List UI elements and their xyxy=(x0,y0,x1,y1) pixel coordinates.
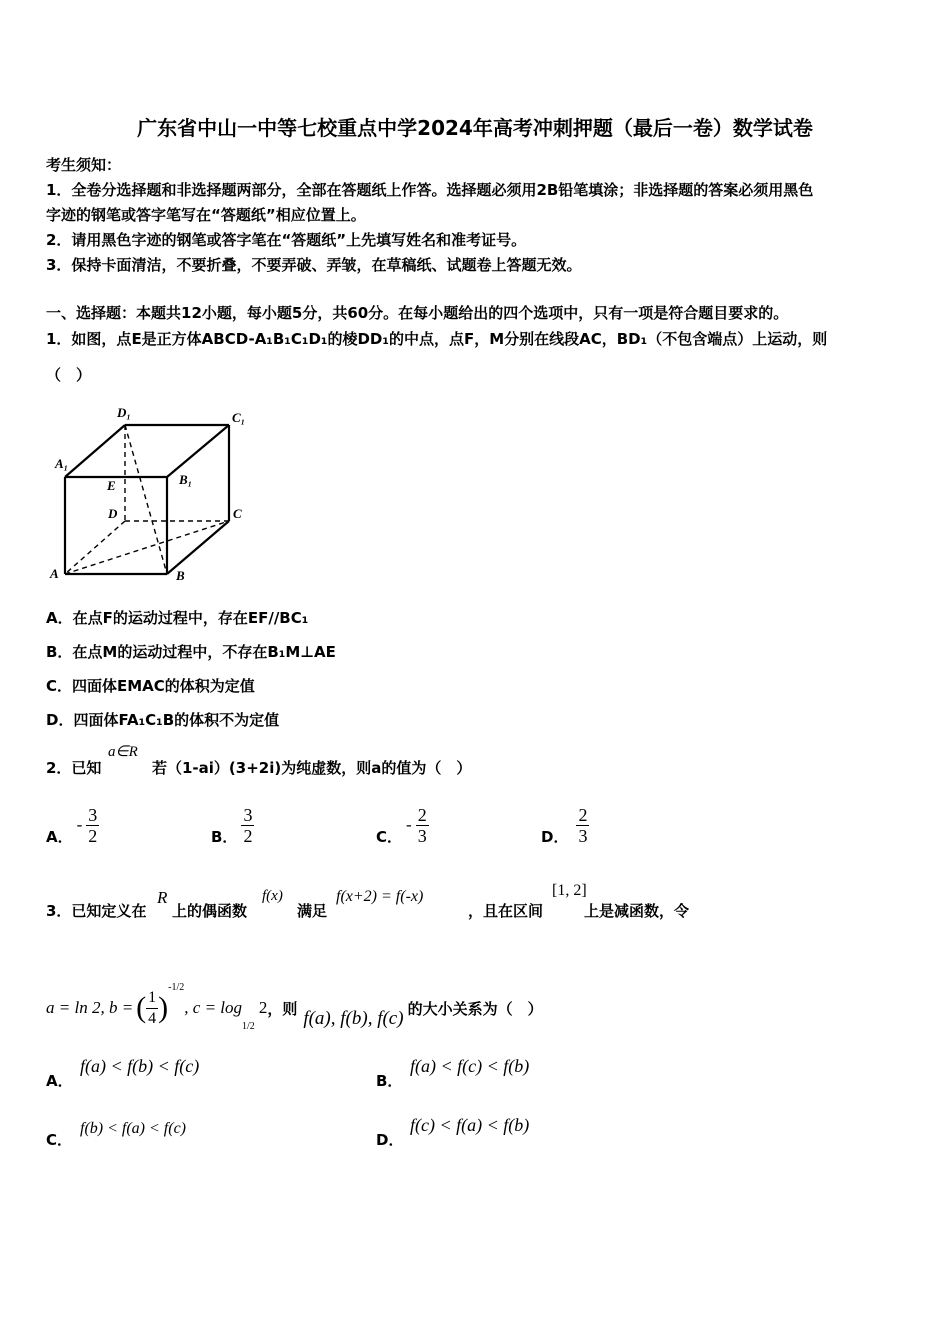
q3-pre: 3．已知定义在 xyxy=(46,902,147,920)
label-D: D xyxy=(108,506,118,521)
q2-a-label: A． xyxy=(46,827,73,846)
cube-figure xyxy=(40,400,260,590)
q2-c-label: C． xyxy=(376,827,403,846)
q2-c-fraction xyxy=(416,805,429,846)
q3-ze: ，则 xyxy=(267,999,298,1018)
q3-c-label: C． xyxy=(46,1131,73,1149)
label-E: E xyxy=(107,478,116,493)
q3-def-c-arg: 2 xyxy=(258,998,268,1017)
q2-c-num: 2 xyxy=(417,804,427,825)
notice-heading: 考生须知： xyxy=(46,156,122,174)
page-title: 广东省中山一中等七校重点中学2024年高考冲刺押题（最后一卷）数学试卷 xyxy=(137,116,813,140)
label-A1: A₁ xyxy=(55,456,69,471)
notice-line-1b: 字迹的钢笔或答字笔写在“答题纸”相应位置上。 xyxy=(46,206,366,224)
q3-d-label: D． xyxy=(376,1131,404,1149)
q3-def-exponent: -1/2 xyxy=(168,982,185,993)
label-A: A xyxy=(50,566,59,581)
notice-line-2: 2．请用黑色字迹的钢笔或答字笔在“答题纸”上先填写姓名和准考证号。 xyxy=(46,231,527,249)
q2-condition: a∈R xyxy=(108,744,138,760)
q1-option-b: B．在点M的运动过程中，不存在B₁M⊥AE xyxy=(46,643,336,661)
q3-interval: [1, 2] xyxy=(552,882,587,899)
label-C1: C₁ xyxy=(232,410,246,425)
q3-mid2: 满足 xyxy=(297,902,328,920)
q1-paren: （ ） xyxy=(46,366,92,384)
q3-b-expr: f(a) < f(c) < f(b) xyxy=(410,1056,530,1076)
q3-ask: 的大小关系为（ ） xyxy=(407,999,543,1018)
q2-stem: 若（1-ai）(3+2i)为纯虚数，则a的值为（ ） xyxy=(152,759,472,777)
q2-pre: 2．已知 xyxy=(46,759,102,777)
q2-option-b xyxy=(211,800,254,850)
q2-option-a xyxy=(46,800,99,850)
q2-b-fraction xyxy=(241,805,254,846)
q3-mid3: ，且在区间 xyxy=(468,902,544,920)
q1-option-a: A．在点F的运动过程中，存在EF//BC₁ xyxy=(46,609,309,627)
q3-a-label: A． xyxy=(46,1072,73,1090)
q1-option-c: C．四面体EMAC的体积为定值 xyxy=(46,677,255,695)
q2-d-den: 3 xyxy=(578,825,588,846)
q2-a-sign: - xyxy=(76,815,83,834)
q2-b-num: 3 xyxy=(243,804,253,825)
q3-def-c-base: 1/2 xyxy=(242,1021,255,1032)
q2-option-d xyxy=(541,800,589,850)
label-B1: B₁ xyxy=(179,472,193,487)
left-paren: ( xyxy=(136,991,147,1024)
label-B: B xyxy=(176,568,185,583)
q1-option-d: D．四面体FA₁C₁B的体积不为定值 xyxy=(46,711,280,729)
right-paren: ) xyxy=(158,991,169,1024)
q2-d-fraction xyxy=(576,805,589,846)
q2-c-den: 3 xyxy=(417,825,427,846)
q3-def-frac-num: 1 xyxy=(146,988,158,1009)
q3-b-label: B． xyxy=(376,1072,403,1090)
q1-stem: 1．如图，点E是正方体ABCD-A₁B₁C₁D₁的棱DD₁的中点，点F，M分别在线段AC，BD₁（不包含端点）上运动，则 xyxy=(46,330,828,348)
q3-fx: f(x) xyxy=(262,888,283,904)
q3-definitions xyxy=(46,978,543,1038)
section-heading: 一、选择题：本题共12小题，每小题5分，共60分。在每小题给出的四个选项中，只有一项是符合题目要求的。 xyxy=(46,304,789,322)
q3-fs: f(a), f(b), f(c) xyxy=(303,1008,404,1029)
label-C: C xyxy=(233,506,242,521)
notice-line-3: 3．保持卡面清洁，不要折叠，不要弄破、弄皱，在草稿纸、试题卷上答题无效。 xyxy=(46,256,582,274)
cube-dashed-edges xyxy=(65,425,229,574)
q3-def-c: , c = log xyxy=(184,998,243,1017)
q2-a-fraction xyxy=(86,805,99,846)
q2-b-den: 2 xyxy=(243,825,253,846)
q3-mid4: 上是减函数，令 xyxy=(584,902,690,920)
q3-def-frac-den: 4 xyxy=(148,1009,157,1027)
q3-mid1: 上的偶函数 xyxy=(172,902,248,920)
q3-c-expr: f(b) < f(a) < f(c) xyxy=(80,1120,186,1137)
notice-line-1: 1．全卷分选择题和非选择题两部分，全部在答题纸上作答。选择题必须用2B铅笔填涂；非选择题的答案必须用黑色 xyxy=(46,181,814,199)
q3-d-expr: f(c) < f(a) < f(b) xyxy=(410,1115,530,1135)
q3-def-fraction xyxy=(146,988,158,1029)
q2-option-c xyxy=(376,800,429,850)
q2-c-sign: - xyxy=(406,815,412,834)
q3-equation: f(x+2) = f(-x) xyxy=(336,888,424,905)
q3-def-a: a = ln 2, b = xyxy=(46,998,134,1017)
label-D1: D₁ xyxy=(117,405,131,420)
q2-a-den: 2 xyxy=(88,825,98,846)
q2-b-label: B． xyxy=(211,827,238,846)
q3-R: R xyxy=(157,888,168,907)
q2-d-num: 2 xyxy=(578,804,588,825)
q3-a-expr: f(a) < f(b) < f(c) xyxy=(80,1056,200,1076)
q2-a-num: 3 xyxy=(88,804,98,825)
q2-d-label: D． xyxy=(541,827,569,846)
